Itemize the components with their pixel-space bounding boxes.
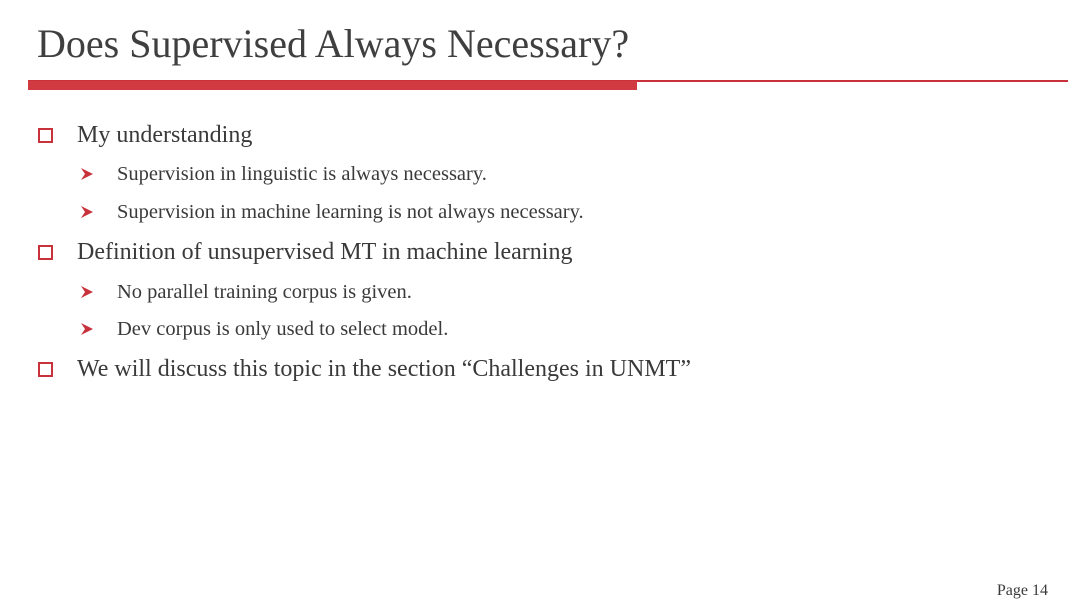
arrowhead-bullet-icon: [80, 322, 94, 336]
sub-bullet-item: [80, 279, 412, 305]
sub-bullet-item: [80, 199, 584, 225]
square-bullet-icon: [38, 128, 53, 143]
sub-bullet-item: [80, 316, 448, 342]
bullet-text: My understanding: [77, 122, 253, 148]
bullet-item: [38, 354, 691, 384]
sub-bullet-item: [80, 161, 487, 187]
sub-bullet-text: Supervision in machine learning is not always necessary.: [117, 201, 584, 223]
square-bullet-icon: [38, 362, 53, 377]
arrowhead-bullet-icon: [80, 205, 94, 219]
sub-bullet-text: No parallel training corpus is given.: [117, 281, 412, 303]
square-bullet-icon: [38, 245, 53, 260]
page-number: Page 14: [996, 582, 1048, 599]
slide-title: Does Supervised Always Necessary?: [37, 21, 630, 66]
arrowhead-bullet-icon: [80, 285, 94, 299]
sub-bullet-text: Dev corpus is only used to select model.: [117, 318, 449, 340]
bullet-text: We will discuss this topic in the section “Challenges in UNMT”: [77, 356, 691, 382]
sub-bullet-text: Supervision in linguistic is always necessary.: [117, 163, 487, 185]
bullet-item: [38, 237, 572, 267]
bullet-text: Definition of unsupervised MT in machine learning: [77, 239, 573, 265]
bullet-item: [38, 120, 252, 150]
arrowhead-bullet-icon: [80, 167, 94, 181]
